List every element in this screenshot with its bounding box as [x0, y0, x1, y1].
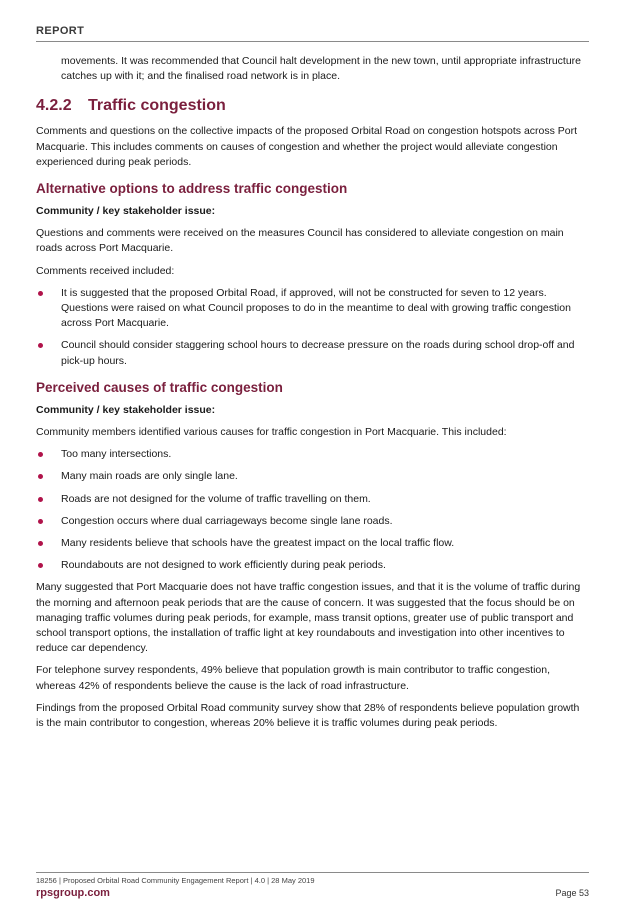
paragraph: Community members identified various causes for traffic congestion in Port Macquarie. This included:: [36, 426, 507, 439]
page-footer: [36, 872, 589, 899]
section-title: Traffic congestion: [88, 97, 226, 115]
continuation-paragraph: movements. It was recommended that Council halt development in the new town, until appropriate infrastructure catches up with it; and the finalised road network is in place.: [61, 55, 582, 83]
list-item: [36, 492, 589, 507]
bullet-list: [36, 286, 589, 369]
bullet-icon: [38, 519, 43, 524]
bullet-icon: [38, 563, 43, 568]
list-item: [36, 469, 589, 484]
paragraph: For telephone survey respondents, 49% believe that population growth is main contributor to traffic congestion, whereas 42% of respondents believe the cause is the lack of road infrastructure.: [36, 664, 551, 692]
list-item-text: Roads are not designed for the volume of traffic travelling on them.: [61, 492, 371, 505]
footer-row: [36, 887, 589, 899]
bullet-icon: [38, 343, 43, 348]
section-heading: [36, 96, 589, 116]
list-item-text: Council should consider staggering school hours to decrease pressure on the roads during school drop-off and pick-up hours.: [61, 339, 575, 367]
list-item-text: Roundabouts are not designed to work efficiently during peak periods.: [61, 559, 386, 572]
footer-divider: [36, 872, 589, 873]
issue-label: Community / key stakeholder issue:: [36, 403, 216, 416]
bullet-icon: [38, 474, 43, 479]
page-content: [36, 54, 589, 738]
page-number: Page 53: [555, 888, 589, 898]
list-item: [36, 536, 589, 551]
subsection-heading-alternatives: Alternative options to address traffic congestion: [36, 181, 348, 197]
list-item: [36, 558, 589, 573]
bullet-icon: [38, 497, 43, 502]
bullet-icon: [38, 452, 43, 457]
subsection-heading-causes: Perceived causes of traffic congestion: [36, 379, 283, 395]
footer-brand-link[interactable]: rpsgroup.com: [36, 887, 110, 899]
header-divider: [36, 41, 589, 42]
list-item: [36, 286, 589, 332]
list-item-text: It is suggested that the proposed Orbital Road, if approved, will not be constructed for seven to 12 years. Questions were raised on what Council proposes to do in the meantime to deal with growing traffic congestion across Port Macquarie.: [61, 286, 571, 330]
paragraph: Many suggested that Port Macquarie does not have traffic congestion issues, and that it is the volume of traffic during the morning and afternoon peak periods that are the cause of concern. It was suggested that the focus should be on managing traffic volumes during peak periods, for example, mass transit options, greater use of public transport and school transport options, the installation of traffic light at key roundabouts and investigation into other incentives to reduce car dependency.: [36, 581, 581, 655]
bullet-list: [36, 447, 589, 573]
list-item: [36, 338, 589, 368]
list-item: [36, 514, 589, 529]
footer-reference: 18256 | Proposed Orbital Road Community Engagement Report | 4.0 | 28 May 2019: [36, 876, 315, 885]
paragraph: Questions and comments were received on the measures Council has considered to alleviate congestion on main roads across Port Macquarie.: [36, 227, 564, 255]
bullet-icon: [38, 291, 43, 296]
list-item-text: Congestion occurs where dual carriageways become single lane roads.: [61, 514, 393, 527]
list-item-text: Too many intersections.: [61, 448, 172, 461]
page-header: [36, 25, 589, 42]
list-item-text: Many residents believe that schools have the greatest impact on the local traffic flow.: [61, 537, 455, 550]
section-number: 4.2.2: [36, 97, 72, 115]
bullet-icon: [38, 541, 43, 546]
section-intro: Comments and questions on the collective impacts of the proposed Orbital Road on congestion hotspots across Port Macquarie. This includes comments on causes of congestion and whether the project would alleviate congestion experienced during peak periods.: [36, 125, 578, 168]
header-title: REPORT: [36, 25, 85, 37]
issue-label: Community / key stakeholder issue:: [36, 205, 216, 218]
paragraph: Findings from the proposed Orbital Road community survey show that 28% of respondents believe population growth is the main contributor to congestion, whereas 20% believe it is traffic volumes during peak periods.: [36, 701, 580, 730]
paragraph: Comments received included:: [36, 264, 175, 277]
list-item: [36, 447, 589, 462]
list-item-text: Many main roads are only single lane.: [61, 470, 238, 483]
